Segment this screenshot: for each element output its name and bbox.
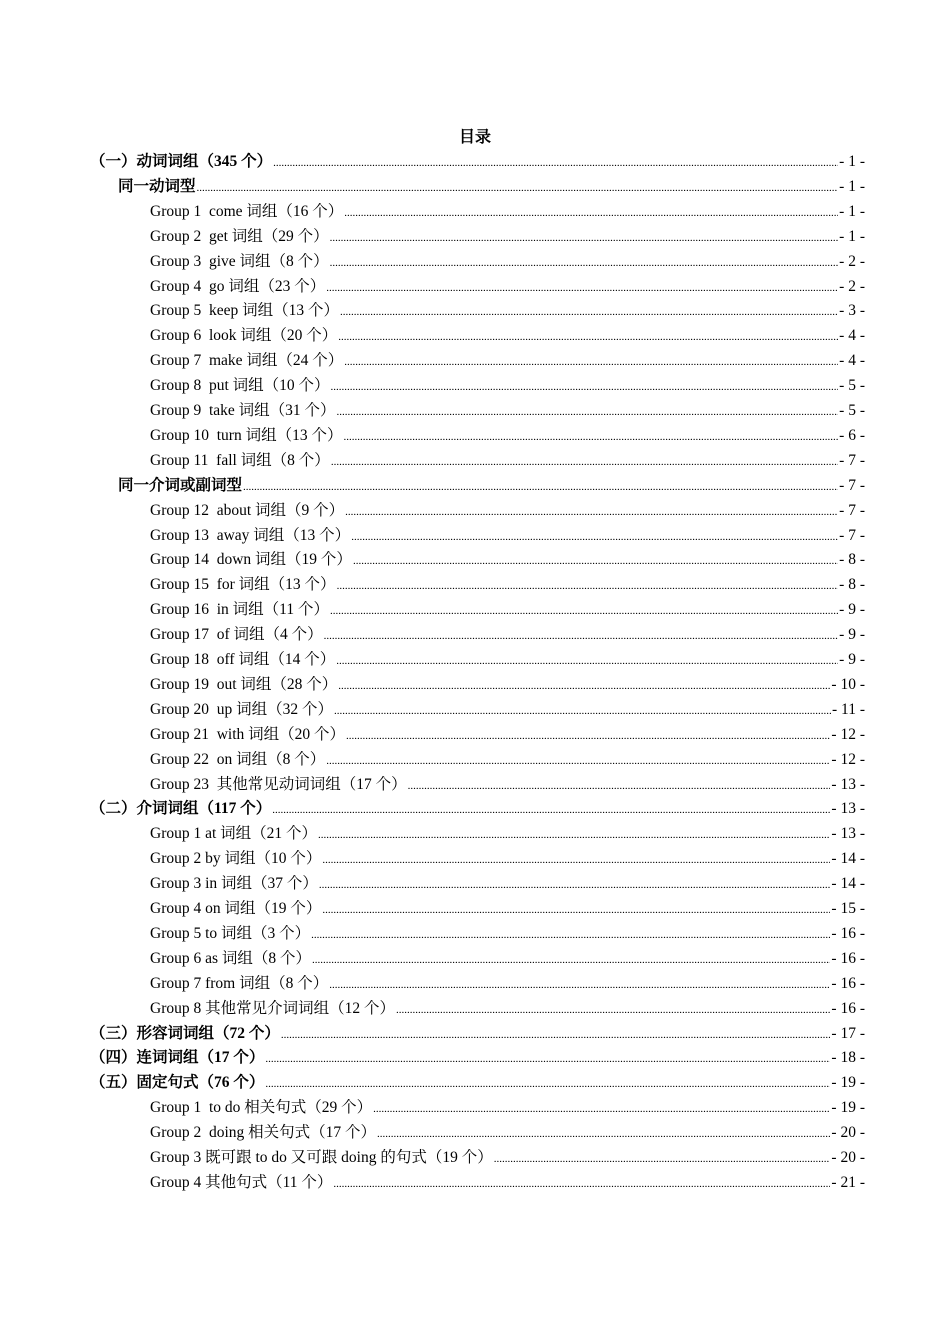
toc-entry-page: - 12 - [831, 750, 865, 768]
toc-entry[interactable] [150, 1146, 865, 1171]
toc-entry-page: - 3 - [839, 302, 865, 320]
toc-entry-label: Group 1 at 词组（21 个） [150, 825, 318, 843]
toc-dot-leader [265, 1072, 830, 1097]
toc-entry-label: 同一介词或副词型 [118, 476, 243, 494]
toc-entry[interactable] [150, 449, 865, 474]
toc-entry-label: Group 4 其他句式（11 个） [150, 1173, 333, 1191]
toc-entry[interactable] [150, 1171, 865, 1196]
toc-entry-label: 同一动词型 [118, 177, 196, 195]
toc-entry-label: Group 8 put 词组（10 个） [150, 377, 330, 395]
toc-entry[interactable] [150, 299, 865, 324]
toc-dot-leader [331, 450, 838, 475]
toc-entry-label: Group 1 come 词组（16 个） [150, 202, 344, 220]
toc-entry-page: - 2 - [839, 252, 865, 270]
toc-dot-leader [344, 350, 838, 375]
toc-dot-leader [326, 749, 830, 774]
toc-entry-page: - 19 - [831, 1099, 865, 1117]
toc-entry-label: （三）形容词词组（72 个） [90, 1024, 280, 1042]
toc-entry-page: - 1 - [839, 202, 865, 220]
toc-dot-leader [326, 276, 838, 301]
toc-dot-leader [318, 823, 830, 848]
toc-entry-page: - 20 - [831, 1124, 865, 1142]
toc-entry-label: Group 3 give 词组（8 个） [150, 252, 329, 270]
toc-entry-label: Group 10 turn 词组（13 个） [150, 426, 343, 444]
toc-entry-page: - 6 - [839, 426, 865, 444]
toc-dot-leader [336, 649, 838, 674]
toc-dot-leader [273, 151, 838, 176]
toc-entry[interactable] [150, 399, 865, 424]
toc-dot-leader [312, 948, 830, 973]
toc-entry[interactable] [118, 175, 865, 200]
toc-entry-page: - 16 - [831, 924, 865, 942]
toc-entry-page: - 8 - [839, 551, 865, 569]
toc-entry-page: - 7 - [839, 476, 865, 494]
toc-entry-page: - 17 - [831, 1024, 865, 1042]
toc-dot-leader [272, 798, 830, 823]
toc-entry-page: - 19 - [831, 1074, 865, 1092]
toc-entry-page: - 5 - [839, 402, 865, 419]
toc-entry-label: Group 21 with 词组（20 个） [150, 725, 346, 743]
toc-entry[interactable] [150, 225, 865, 250]
toc-entry[interactable] [150, 548, 865, 573]
toc-entry[interactable] [150, 374, 865, 399]
toc-dot-leader [281, 1023, 831, 1048]
toc-entry-page: - 13 - [831, 775, 865, 793]
toc-entry-page: - 16 - [831, 974, 865, 992]
toc-entry-label: Group 4 on 词组（19 个） [150, 900, 322, 917]
toc-entry[interactable] [150, 723, 865, 748]
toc-entry-page: - 1 - [839, 153, 865, 170]
toc-entry[interactable] [150, 648, 865, 673]
toc-dot-leader [334, 699, 831, 724]
toc-dot-leader [330, 599, 838, 624]
toc-entry-label: （二）介词词组（117 个） [90, 800, 272, 818]
toc-entry-label: Group 12 about 词组（9 个） [150, 501, 345, 519]
toc-entry[interactable] [150, 872, 865, 897]
toc-entry-page: - 20 - [831, 1149, 865, 1166]
toc-dot-leader [343, 425, 838, 450]
toc-dot-leader [396, 998, 830, 1023]
toc-entry-label: Group 5 to 词组（3 个） [150, 924, 311, 942]
toc-entry-page: - 10 - [831, 675, 865, 693]
toc-entry[interactable] [150, 748, 865, 773]
toc-dot-leader [331, 375, 839, 400]
toc-entry-page: - 11 - [832, 700, 865, 718]
toc-dot-leader [353, 549, 838, 574]
toc-entry-label: （五）固定句式（76 个） [90, 1074, 265, 1092]
toc-entry-label: （四）连词词组（17 个） [90, 1049, 265, 1067]
toc-dot-leader [333, 1172, 830, 1197]
toc-entry[interactable] [150, 847, 865, 872]
toc-entry-label: Group 1 to do 相关句式（29 个） [150, 1099, 373, 1117]
toc-dot-leader [373, 1097, 830, 1122]
toc-entry[interactable] [90, 1046, 865, 1071]
toc-entry[interactable] [150, 250, 865, 275]
toc-entry-label: Group 6 look 词组（20 个） [150, 327, 338, 345]
toc-dot-leader [346, 724, 830, 749]
toc-entry[interactable] [150, 499, 865, 524]
toc-entry[interactable] [150, 997, 865, 1022]
toc-entry-page: - 5 - [839, 377, 865, 395]
toc-entry-page: - 7 - [839, 526, 865, 544]
toc-entry[interactable] [90, 797, 865, 822]
toc-entry[interactable] [150, 324, 865, 349]
toc-entry-page: - 14 - [831, 875, 865, 893]
toc-entry-label: Group 15 for 词组（13 个） [150, 576, 336, 594]
toc-entry[interactable] [90, 150, 865, 175]
toc-dot-leader [351, 525, 838, 550]
toc-entry-label: Group 4 go 词组（23 个） [150, 277, 326, 295]
toc-entry-page: - 15 - [831, 900, 865, 917]
toc-entry[interactable] [90, 1022, 865, 1047]
toc-entry[interactable] [150, 573, 865, 598]
toc-entry-page: - 14 - [831, 850, 865, 868]
toc-entry[interactable] [150, 1096, 865, 1121]
toc-dot-leader [324, 624, 839, 649]
toc-entry[interactable] [150, 1121, 865, 1146]
toc-entry[interactable] [150, 773, 865, 798]
toc-title: 目录 [458, 129, 491, 146]
toc-entry[interactable] [150, 349, 865, 374]
toc-entry[interactable] [150, 623, 865, 648]
toc-entry-label: Group 7 make 词组（24 个） [150, 352, 344, 370]
toc-entry-page: - 9 - [839, 651, 865, 668]
toc-entry-label: Group 22 on 词组（8 个） [150, 750, 326, 768]
toc-dot-leader [344, 201, 838, 226]
toc-dot-leader [243, 475, 838, 500]
toc-entry[interactable] [150, 947, 865, 972]
toc-entry[interactable] [150, 822, 865, 847]
toc-entry[interactable] [150, 673, 865, 698]
toc-dot-leader [311, 923, 830, 948]
toc-dot-leader [340, 300, 838, 325]
toc-entry-label: Group 3 in 词组（37 个） [150, 875, 318, 893]
toc-dot-leader [197, 176, 839, 201]
toc-entry-page: - 7 - [839, 501, 865, 519]
toc-entry-label: Group 2 doing 相关句式（17 个） [150, 1124, 377, 1142]
toc-entry[interactable] [118, 474, 865, 499]
toc-entry-label: Group 2 by 词组（10 个） [150, 850, 322, 868]
toc-entry-label: Group 6 as 词组（8 个） [150, 949, 312, 967]
toc-entry-label: Group 5 keep 词组（13 个） [150, 302, 339, 320]
toc-entry-label: Group 2 get 词组（29 个） [150, 227, 329, 245]
toc-entry-label: Group 17 of 词组（4 个） [150, 626, 323, 644]
toc-dot-leader [337, 574, 839, 599]
toc-entry-page: - 9 - [839, 626, 865, 644]
toc-dot-leader [345, 500, 838, 525]
toc-entry-label: Group 16 in 词组（11 个） [150, 601, 329, 619]
toc-entry-label: Group 19 out 词组（28 个） [150, 675, 338, 693]
toc-entry-page: - 4 - [839, 327, 865, 345]
toc-entry[interactable] [150, 200, 865, 225]
toc-entry-page: - 16 - [831, 949, 865, 967]
toc-entry[interactable] [150, 598, 865, 623]
toc-dot-leader [319, 873, 831, 898]
toc-dot-leader [329, 973, 830, 998]
toc-entry[interactable] [150, 972, 865, 997]
toc-entry-page: - 16 - [831, 999, 865, 1017]
toc-dot-leader [330, 251, 839, 276]
toc-entry-page: - 21 - [831, 1173, 865, 1191]
toc-dot-leader [330, 226, 839, 251]
toc-entry-page: - 1 - [839, 177, 865, 195]
toc-entry-label: Group 23 其他常见动词词组（17 个） [150, 775, 407, 793]
toc-entry[interactable] [150, 424, 865, 449]
toc-dot-leader [265, 1047, 830, 1072]
toc-entry-page: - 18 - [831, 1049, 865, 1067]
toc-entry-label: Group 20 up 词组（32 个） [150, 700, 333, 718]
toc-entry-page: - 2 - [839, 277, 865, 295]
toc-entry[interactable] [150, 922, 865, 947]
toc-dot-leader [377, 1122, 830, 1147]
toc-entry-page: - 1 - [839, 227, 865, 245]
toc-entry-page: - 8 - [839, 576, 865, 594]
toc-dot-leader [408, 774, 831, 799]
toc-entry[interactable] [90, 1071, 865, 1096]
toc-dot-leader [337, 400, 839, 425]
toc-entry-page: - 7 - [839, 451, 865, 469]
toc-entry-page: - 13 - [831, 800, 865, 818]
toc-dot-leader [322, 898, 830, 923]
toc-entry-page: - 4 - [839, 352, 865, 370]
toc-entry-label: Group 13 away 词组（13 个） [150, 526, 351, 544]
toc-entry-label: Group 7 from 词组（8 个） [150, 974, 329, 992]
toc-entry-label: Group 8 其他常见介词词组（12 个） [150, 999, 395, 1017]
toc-dot-leader [494, 1147, 831, 1172]
toc-entry-page: - 9 - [839, 601, 865, 619]
toc-entry-label: （一）动词词组（345 个） [90, 153, 273, 170]
toc-entry-label: Group 18 off 词组（14 个） [150, 651, 336, 668]
toc-entry-label: Group 14 down 词组（19 个） [150, 551, 352, 569]
toc-entry[interactable] [150, 275, 865, 300]
toc-entry-label: Group 11 fall 词组（8 个） [150, 451, 330, 469]
toc-dot-leader [338, 325, 838, 350]
toc-entry[interactable] [150, 698, 865, 723]
toc-entry-label: Group 3 既可跟 to do 又可跟 doing 的句式（19 个） [150, 1149, 493, 1166]
toc-entry-label: Group 9 take 词组（31 个） [150, 402, 336, 419]
toc-entry[interactable] [150, 524, 865, 549]
toc-dot-leader [338, 674, 830, 699]
toc-entry-page: - 12 - [831, 725, 865, 743]
toc-dot-leader [322, 848, 830, 873]
toc-entry-page: - 13 - [831, 825, 865, 843]
toc-entry[interactable] [150, 897, 865, 922]
